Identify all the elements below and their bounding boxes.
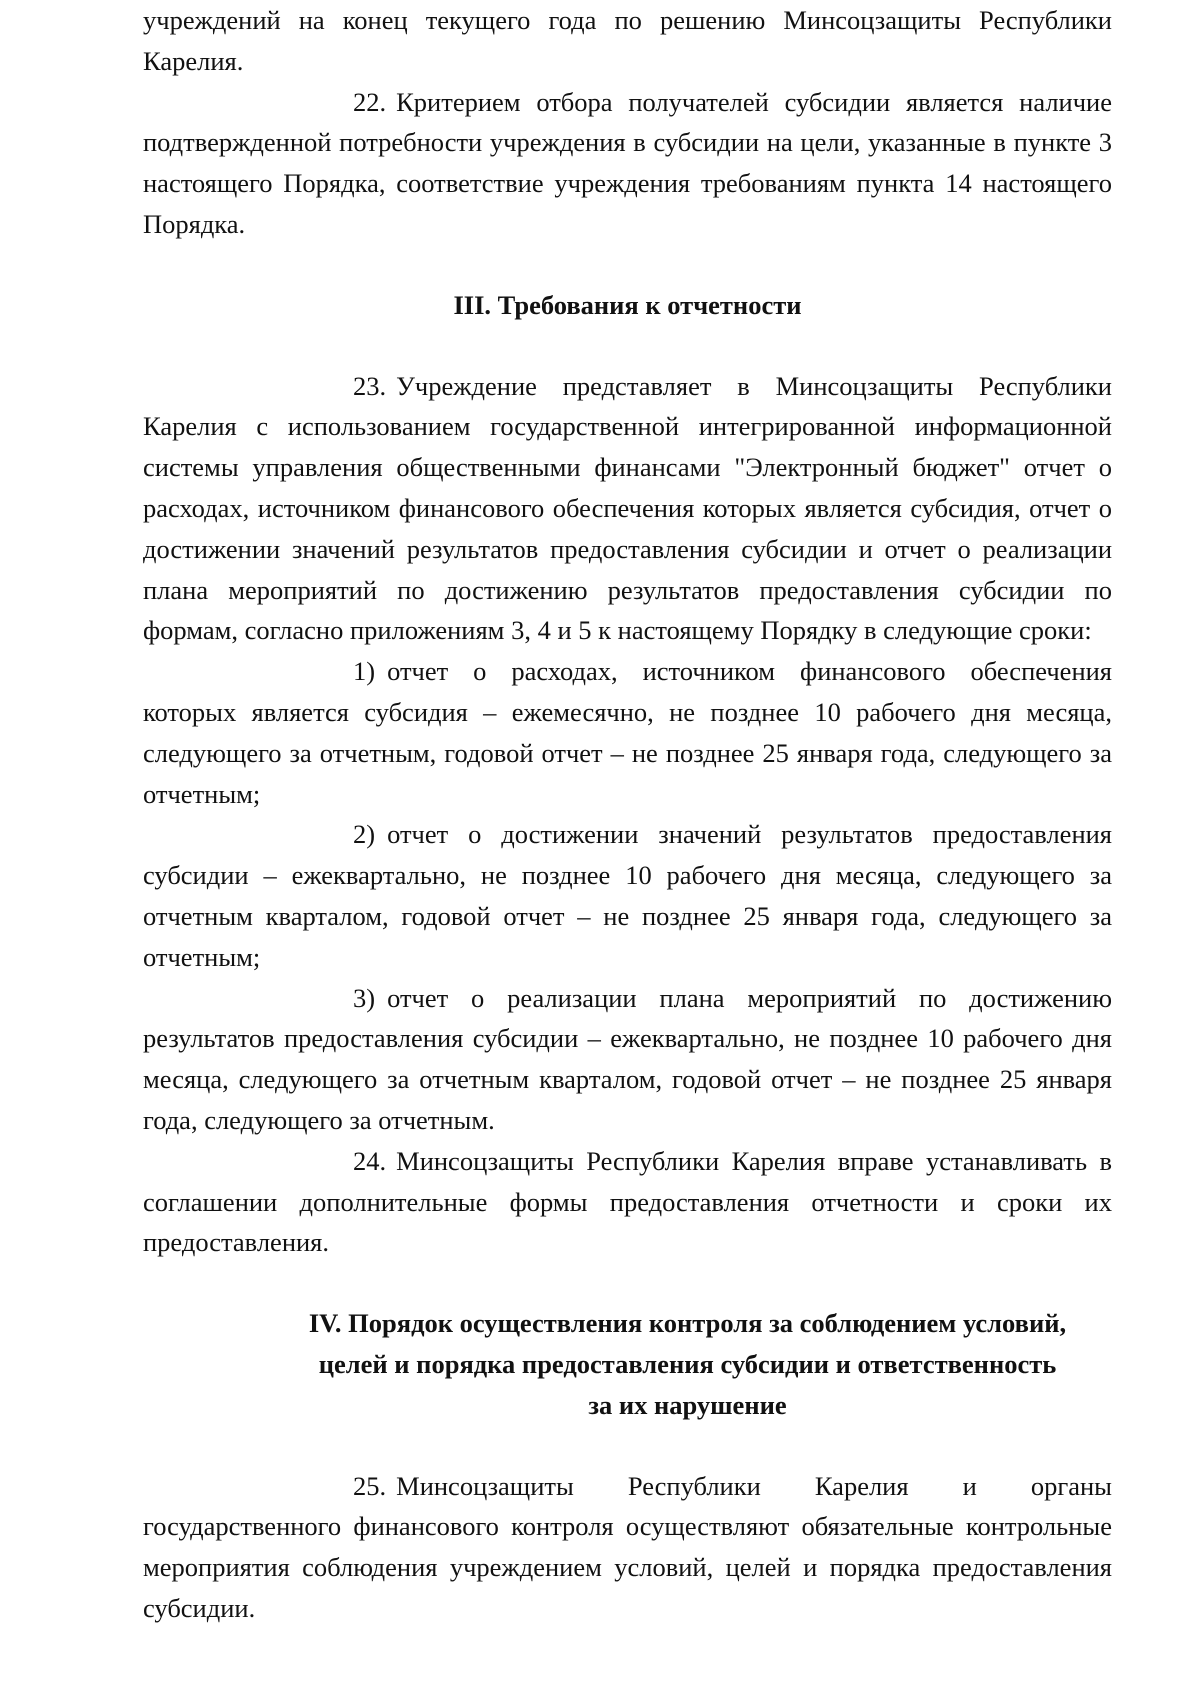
paragraph-23-item-3-number: 3) (353, 982, 376, 1013)
paragraph-24-number: 24. (353, 1145, 387, 1176)
paragraph-22-text: Критерием отбора получателей субсидии является наличие подтвержденной потребности учреждения в субсидии на цели, указанные в пункте 3 настоящего Порядка, соответствие учреждения требованиям пункта 14 настоящего Порядка. (143, 86, 1112, 239)
paragraph-22 (143, 82, 1112, 245)
section-3-heading: III. Требования к отчетности (453, 289, 802, 320)
paragraph-23-item-1-number: 1) (353, 656, 376, 687)
paragraph-23-item-2-number: 2) (353, 819, 376, 850)
paragraph-23-item-1 (143, 651, 1112, 814)
paragraph-22-number: 22. (353, 86, 387, 117)
document-page (143, 0, 1112, 1629)
paragraph-23 (143, 366, 1112, 652)
paragraph-23-item-3 (143, 978, 1112, 1141)
paragraph-23-item-2-text: отчет о достижении значений результатов предоставления субсидии – ежеквартально, не позднее 10 рабочего дня месяца, следующего за отчетным кварталом, годовой отчет – не позднее 25 января года, следующего за отчетным; (143, 819, 1112, 972)
paragraph-23-text: Учреждение представляет в Минсоцзащиты Республики Карелия с использованием государственной интегрированной информационной системы управления общественными финансами "Электронный бюджет" отчет о расходах, источником финансового обеспечения которых является субсидия, отчет о достижении значений результатов предоставления субсидии и отчет о реализации плана мероприятий по достижению результатов предоставления субсидии по формам, согласно приложениям 3, 4 и 5 к настоящему Порядку в следующие сроки: (143, 370, 1112, 646)
section-4-heading-line-3: за их нарушение (588, 1389, 787, 1420)
paragraph-23-number: 23. (353, 370, 387, 401)
section-4-heading-line-2: целей и порядка предоставления субсидии и ответственность (318, 1348, 1057, 1379)
paragraph-24 (143, 1141, 1112, 1263)
paragraph-21-tail: учреждений на конец текущего года по решению Минсоцзащиты Республики Карелия. (143, 5, 1112, 76)
paragraph-24-text: Минсоцзащиты Республики Карелия вправе устанавливать в соглашении дополнительные формы предоставления отчетности и сроки их предоставления. (143, 1145, 1112, 1258)
paragraph-25-number: 25. (353, 1470, 387, 1501)
paragraph-23-item-1-text: отчет о расходах, источником финансового обеспечения которых является субсидия – ежемесячно, не позднее 10 рабочего дня месяца, следующего за отчетным, годовой отчет – не позднее 25 января года, следующего за отчетным; (143, 656, 1112, 809)
section-4-heading-line-1: IV. Порядок осуществления контроля за соблюдением условий, (308, 1308, 1067, 1339)
section-4-heading (143, 1303, 1112, 1425)
paragraph-25-text: Минсоцзащиты Республики Карелия и органы государственного финансового контроля осуществляют обязательные контрольные мероприятия соблюдения учреждением условий, целей и порядка предоставления субсидии. (143, 1470, 1112, 1623)
paragraph-23-item-3-text: отчет о реализации плана мероприятий по достижению результатов предоставления субсидии – ежеквартально, не позднее 10 рабочего дня месяца, следующего за отчетным кварталом, годовой отчет – не позднее 25 января года, следующего за отчетным. (143, 982, 1112, 1135)
paragraph-23-item-2 (143, 814, 1112, 977)
paragraph-25 (143, 1466, 1112, 1629)
